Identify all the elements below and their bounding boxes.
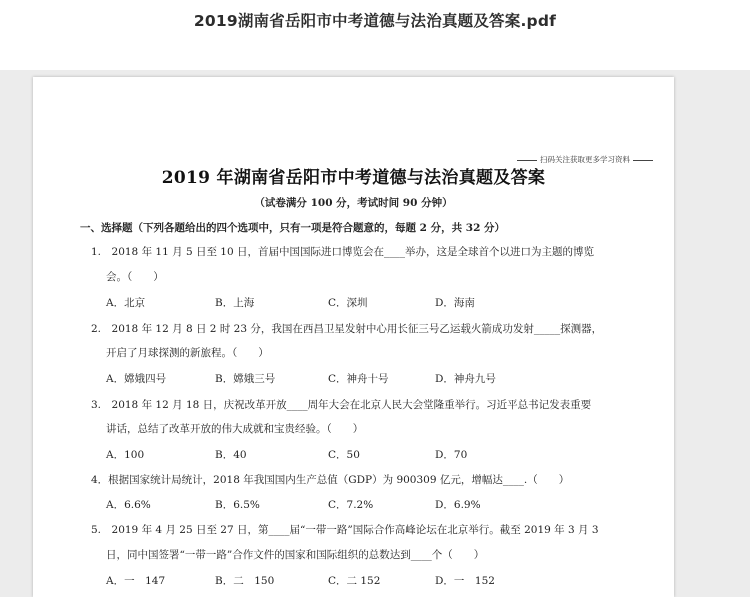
file-title: 2019湖南省岳阳市中考道德与法治真题及答案.pdf (193, 12, 557, 30)
qr-note-left-rule (517, 160, 537, 161)
question-1-option-d: D．海南 (435, 297, 475, 309)
qr-note-right-rule (633, 160, 653, 161)
document-title: 2019 年湖南省岳阳市中考道德与法治真题及答案 (161, 168, 546, 188)
question-2-option-a: A．嫦娥四号 (106, 373, 167, 385)
question-5-option-d: D．一 152 (435, 575, 495, 587)
question-1-option-b: B．上海 (215, 297, 255, 309)
question-1-line-2: 会。（ ） (106, 271, 164, 283)
question-1-line-1: 1. 2018 年 11 月 5 日至 10 日，首届中国国际进口博览会在____举办，这是全球首个以进口为主题的博览 (91, 246, 595, 258)
question-4-option-d: D．6.9% (435, 499, 481, 511)
question-3-line-1: 3. 2018 年 12 月 18 日，庆祝改革开放____周年大会在北京人民大会堂隆重举行。习近平总书记发表重要 (91, 399, 592, 411)
question-5-option-b: B．二 150 (215, 575, 275, 587)
question-5-option-c: C．二 152 (328, 575, 381, 587)
question-3-option-a: A．100 (106, 449, 145, 461)
question-5-option-a: A．一 147 (106, 575, 166, 587)
document-subtitle: （试卷满分 100 分，考试时间 90 分钟） (254, 197, 453, 209)
question-5-line-1: 5. 2019 年 4 月 25 日至 27 日，第____届“一带一路”国际合作高峰论坛在北京举行。截至 2019 年 3 月 3 (91, 524, 599, 536)
question-3-option-b: B．40 (215, 449, 247, 461)
question-3-line-2: 讲话，总结了改革开放的伟大成就和宝贵经验。（ ） (106, 423, 364, 435)
question-1-option-c: C．深圳 (328, 297, 368, 309)
section-heading: 一、选择题（下列各题给出的四个选项中，只有一项是符合题意的，每题 2 分，共 32 分） (80, 222, 506, 234)
question-4-option-b: B．6.5% (215, 499, 260, 511)
question-4-option-a: A．6.6% (106, 499, 151, 511)
question-4-line-1: 4．根据国家统计局统计，2018 年我国国内生产总值（GDP）为 900309 亿元，增幅达____.（ ） (91, 474, 570, 486)
viewer-titlebar (0, 0, 750, 70)
question-2-line-1: 2. 2018 年 12 月 8 日 2 时 23 分，我国在西昌卫星发射中心用长征三号乙运载火箭成功发射_____探测器， (91, 323, 603, 335)
question-2-option-c: C．神舟十号 (328, 373, 389, 385)
question-2-line-2: 开启了月球探测的新旅程。（ ） (106, 347, 269, 359)
question-2-option-b: B．嫦娥三号 (215, 373, 276, 385)
question-4-option-c: C．7.2% (328, 499, 374, 511)
question-5-line-2: 日，同中国签署“一带一路”合作文件的国家和国际组织的总数达到____个（ ） (106, 549, 485, 561)
question-3-option-c: C．50 (328, 449, 360, 461)
question-2-option-d: D．神舟九号 (435, 373, 496, 385)
question-3-option-d: D．70 (435, 449, 468, 461)
question-1-option-a: A．北京 (106, 297, 146, 309)
qr-note-text: 扫码关注获取更多学习资料 (540, 155, 630, 164)
pdf-page[interactable] (33, 77, 674, 597)
